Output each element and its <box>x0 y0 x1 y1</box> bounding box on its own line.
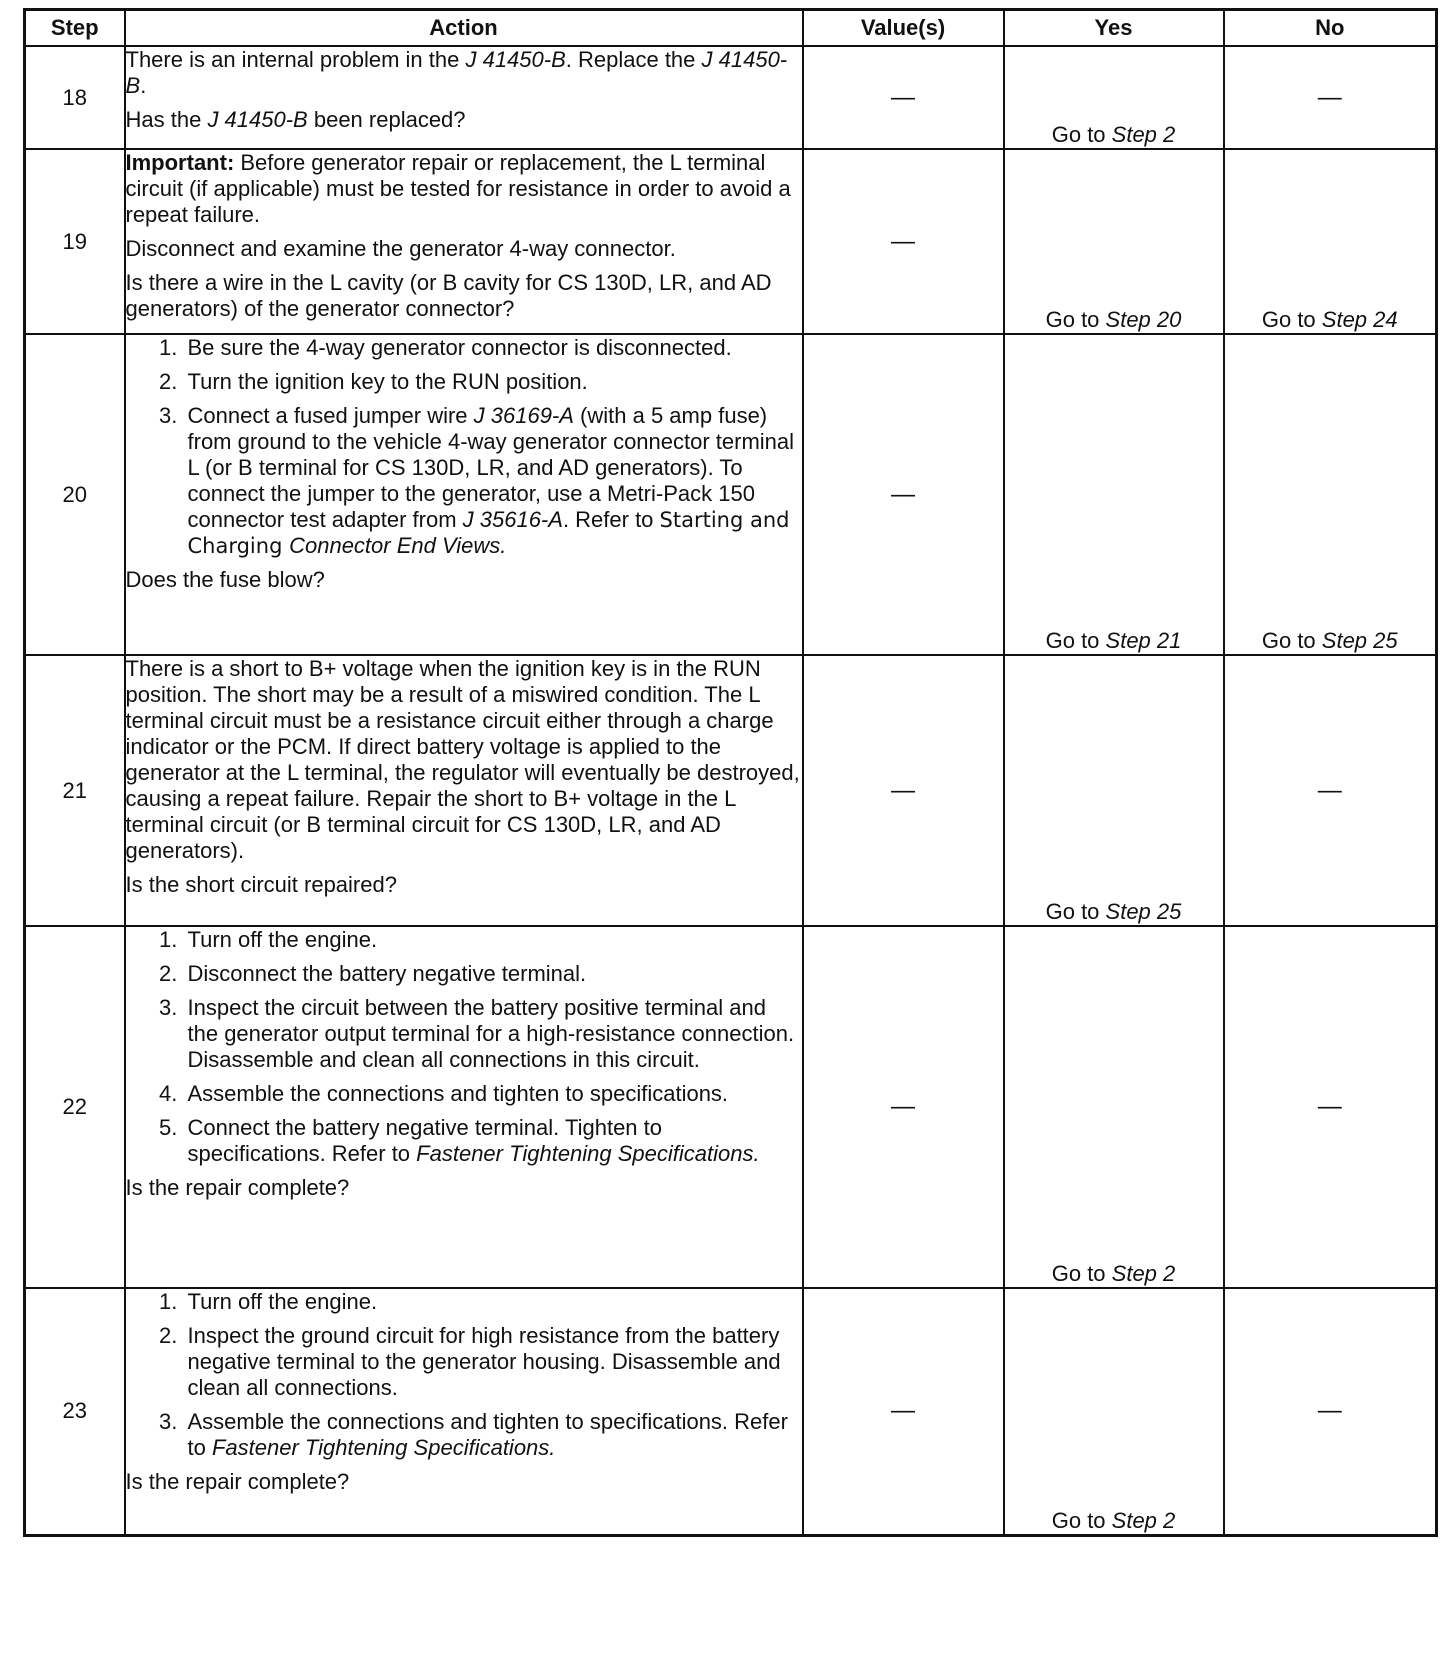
list-item: 1. Turn off the engine. <box>184 1289 802 1315</box>
table-header-row <box>25 10 1437 47</box>
no-cell: Go to Step 25 <box>1224 334 1437 655</box>
step-number: 19 <box>25 149 125 334</box>
action-question: Is the repair complete? <box>125 1175 350 1200</box>
action-steps <box>126 927 802 1167</box>
step-number: 23 <box>25 1288 125 1535</box>
action-cell <box>125 334 803 655</box>
table-row <box>25 926 1437 1288</box>
list-item: 2. Inspect the ground circuit for high resistance from the battery negative terminal to the generator housing. Disassemble and clean all connections. <box>184 1323 802 1401</box>
table-row <box>25 655 1437 926</box>
action-cell <box>125 926 803 1288</box>
yes-cell: Go to Step 2 <box>1004 1288 1224 1535</box>
list-item: 4. Assemble the connections and tighten to specifications. <box>184 1081 802 1107</box>
no-step-link: Step 24 <box>1321 307 1398 332</box>
action-question: Does the fuse blow? <box>125 567 325 592</box>
table-row <box>25 1288 1437 1535</box>
action-cell <box>125 149 803 334</box>
action-cell <box>125 46 803 149</box>
yes-cell: Go to Step 20 <box>1004 149 1224 334</box>
yes-step-link: Step 25 <box>1105 899 1182 924</box>
list-item: 1. Be sure the 4-way generator connector is disconnected. <box>184 335 802 361</box>
action-text: Disconnect and examine the generator 4-way connector. <box>125 236 676 261</box>
no-cell: — <box>1224 655 1437 926</box>
no-cell: — <box>1224 1288 1437 1535</box>
action-question: Is there a wire in the L cavity (or B cavity for CS 130D, LR, and AD generators) of the generator connector? <box>125 270 772 321</box>
yes-cell: Go to Step 2 <box>1004 926 1224 1288</box>
action-text: There is an internal problem in the J 41450-B. Replace the J 41450-B. <box>125 47 788 98</box>
action-cell <box>125 655 803 926</box>
list-item: 1. Turn off the engine. <box>184 927 802 953</box>
no-cell: Go to Step 24 <box>1224 149 1437 334</box>
yes-step-link: Step 2 <box>1111 1507 1176 1533</box>
yes-cell: Go to Step 21 <box>1004 334 1224 655</box>
action-cell <box>125 1288 803 1535</box>
step-number: 18 <box>25 46 125 149</box>
header-values: Value(s) <box>803 10 1004 47</box>
action-text: There is a short to B+ voltage when the ignition key is in the RUN position. The short may be a result of a miswired condition. The L terminal circuit must be a resistance circuit either through a charge indicator or the PCM. If direct battery voltage is applied to the generator at the L terminal, the regulator will eventually be destroyed, causing a repeat failure. Repair the short to B+ voltage in the L terminal circuit (or B terminal circuit for CS 130D, LR, and AD generators). <box>125 656 800 863</box>
value-cell: — <box>803 334 1004 655</box>
yes-cell: Go to Step 25 <box>1004 655 1224 926</box>
step-number: 22 <box>25 926 125 1288</box>
action-question: Is the repair complete? <box>125 1469 350 1494</box>
table-row <box>25 334 1437 655</box>
step-number: 20 <box>25 334 125 655</box>
list-item: 2. Disconnect the battery negative terminal. <box>184 961 802 987</box>
list-item: 3. Inspect the circuit between the battery positive terminal and the generator output terminal for a high-resistance connection. Disassemble and clean all connections in this circuit. <box>184 995 802 1073</box>
value-cell: — <box>803 46 1004 149</box>
value-cell: — <box>803 149 1004 334</box>
no-step-link: Step 25 <box>1321 628 1398 653</box>
header-action: Action <box>125 10 803 47</box>
table-row <box>25 149 1437 334</box>
no-cell: — <box>1224 46 1437 149</box>
yes-step-link: Step 20 <box>1105 307 1182 332</box>
important-label: Important: <box>125 150 235 175</box>
yes-step-link: Step 2 <box>1111 1261 1176 1286</box>
table-row <box>25 46 1437 149</box>
yes-cell: Go to Step 2 <box>1004 46 1224 149</box>
yes-step-link: Step 2 <box>1111 122 1176 147</box>
header-yes: Yes <box>1004 10 1224 47</box>
step-number: 21 <box>25 655 125 926</box>
action-text: Important: Before generator repair or replacement, the L terminal circuit (if applicable) must be tested for resistance in order to avoid a repeat failure. <box>125 150 791 227</box>
value-cell: — <box>803 655 1004 926</box>
action-question: Is the short circuit repaired? <box>125 872 397 897</box>
value-cell: — <box>803 926 1004 1288</box>
action-question: Has the J 41450-B been replaced? <box>125 107 466 132</box>
list-item: 3. Assemble the connections and tighten to specifications. Refer to Fastener Tightening Specifications. <box>184 1409 802 1461</box>
list-item: 2. Turn the ignition key to the RUN position. <box>184 369 802 395</box>
list-item: 3. Connect a fused jumper wire J 36169-A (with a 5 amp fuse) from ground to the vehicle 4-way generator connector terminal L (or B terminal for CS 130D, LR, and AD generators). To connect the jumper to the generator, use a Metri-Pack 150 connector test adapter from J 35616-A. Refer to Starting and Charging Connector End Views. <box>184 403 802 559</box>
action-steps <box>126 335 802 559</box>
diagnostic-document <box>23 8 1435 1537</box>
header-step: Step <box>25 10 125 47</box>
header-no: No <box>1224 10 1437 47</box>
diagnostic-table <box>23 8 1438 1537</box>
action-steps <box>126 1289 802 1461</box>
list-item: 5. Connect the battery negative terminal. Tighten to specifications. Refer to Fastener Tightening Specifications. <box>184 1115 802 1167</box>
value-cell: — <box>803 1288 1004 1535</box>
no-cell: — <box>1224 926 1437 1288</box>
yes-step-link: Step 21 <box>1105 628 1182 653</box>
